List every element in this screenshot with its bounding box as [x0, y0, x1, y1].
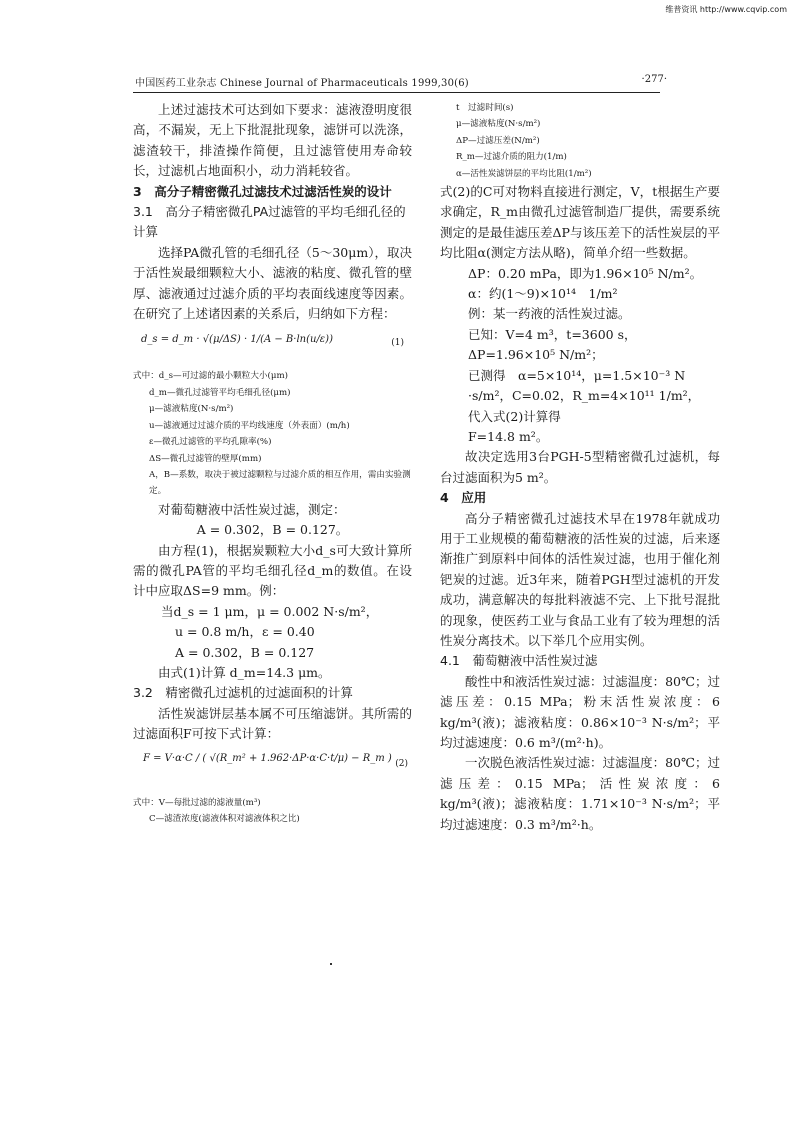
eq2-note: R_m—过滤介质的阻力(1/m)	[456, 152, 567, 163]
paragraph-3-1: 选择PA微孔管的毛细孔径（5～30μm），取决于活性炭最细颗粒大小、滤液的粘度、微孔管的壁厚、滤液通过过滤介质的平均表面线速度等因素。在研究了上述诸因素的关系后，归纳如下方程：	[133, 244, 412, 322]
running-header: 中国医药工业杂志 Chinese Journal of Pharmaceuticals 1999,30(6)	[135, 78, 469, 89]
example-intro: 例：某一药液的活性炭过滤。	[468, 306, 631, 322]
equation-2-number: (2)	[395, 758, 408, 769]
equation-2-formula: F = V·α·C / ( √(R_m² + 1.962·ΔP·α·C·t/μ) − R_m )	[143, 752, 392, 764]
substitute-line: 代入式(2)计算得	[468, 408, 561, 424]
page-number: ·277·	[641, 74, 667, 85]
eq1-note: 式中：d_s—可过滤的最小颗粒大小(μm)	[133, 371, 288, 382]
right-column	[440, 100, 720, 835]
dp-value: ΔP：0.20 mPa，即为1.96×10⁵ N/m²。	[468, 265, 703, 281]
example-line: u = 0.8 m/h，ε = 0.40	[175, 624, 315, 640]
eq1-note: A，B—系数，取决于被过滤颗粒与过滤介质的相互作用，需由实验测定。	[149, 469, 411, 497]
section-4-heading: 4 应用	[440, 490, 487, 506]
equation-2	[133, 745, 412, 795]
eq2-note: t 过滤时间(s)	[456, 103, 514, 113]
intro-paragraph: 上述过滤技术可达到如下要求：滤液澄明度很高，不漏炭，无上下批混批现象，滤饼可以洗涤，滤渣较干，排渣操作简便，且过滤管使用寿命较长，过滤机占地面积小，动力消耗较省。	[133, 102, 412, 179]
glucose-measure-paragraph: 对葡萄糖液中活性炭过滤，测定：	[158, 501, 346, 517]
example-result: 由式(1)计算 d_m=14.3 μm。	[158, 664, 331, 680]
left-column	[133, 100, 412, 827]
result-f: F=14.8 m²。	[468, 428, 549, 444]
ab-values: A = 0.302，B = 0.127。	[196, 522, 349, 538]
watermark: 维普资讯 http://www.cqvip.com	[665, 5, 787, 14]
paragraph-4-1-a: 酸性中和液活性炭过滤：过滤温度：80℃；过滤压差：0.15 MPa；粉末活性炭浓度：6 kg/m³(液)；滤液粘度：0.86×10⁻³ N·s/m²；平均过滤速度：0.6 m³/(m²·h)。	[440, 673, 720, 750]
measured-values: ·s/m²，C=0.02，R_m=4×10¹¹ 1/m²，	[468, 388, 701, 404]
header-rule	[133, 92, 660, 93]
equation-1	[133, 324, 412, 368]
alpha-value: α：约(1～9)×10¹⁴ 1/m²	[468, 286, 618, 302]
eq1-note: ΔS—微孔过滤管的壁厚(mm)	[149, 453, 262, 464]
eq1-note: u—滤液通过过滤介质的平均线速度（外表面）(m/h)	[149, 420, 350, 431]
eq1-note: ε—微孔过滤管的平均孔隙率(%)	[149, 437, 272, 448]
eq2-note: ΔP—过滤压差(N/m²)	[456, 135, 540, 146]
paragraph-4: 高分子精密微孔过滤技术早在1978年就成功用于工业规模的葡萄糖液的活性炭的过滤，后来逐渐推广到原料中间体的活性炭过滤，也用于催化剂钯炭的过滤。近3年来，随着PGH型过滤机的开发成功，满意解决的每批料液滤不完、上下批号混批的现象，使医药工业与食品工业有了较为理想的活性炭分离技术。以下举几个应用实例。	[440, 510, 720, 648]
eq2-note: μ—滤液粘度(N·s/m²)	[456, 119, 541, 130]
parameters-paragraph: 式(2)的C可对物料直接进行测定，V，t根据生产要求确定，R_m由微孔过滤管制造厂提供，需要系统测定的是最佳滤压差ΔP与该压差下的活性炭层的平均比阻α(测定方法从略)，简单介绍一些数据。	[440, 184, 720, 261]
known-dp: ΔP=1.96×10⁵ N/m²；	[468, 347, 604, 363]
paragraph-4-1-b: 一次脱色液活性炭过滤：过滤温度：80℃；过滤压差：0.15 MPa；活性炭浓度：6 kg/m³(液)；滤液粘度：1.71×10⁻³ N·s/m²；平均过滤速度：0.3 m³/m²·h。	[440, 755, 720, 832]
known-values: 已知：V=4 m³，t=3600 s，	[468, 326, 637, 342]
eq1-note: d_m—微孔过滤管平均毛细孔径(μm)	[149, 387, 291, 398]
section-4-1-heading: 4.1 葡萄糖液中活性炭过滤	[440, 653, 598, 669]
section-3-heading: 3 高分子精密微孔过滤技术过滤活性炭的设计	[133, 183, 392, 199]
example-line: A = 0.302，B = 0.127	[175, 644, 315, 660]
equation-1-formula: d_s = d_m · √(μ/ΔS) · 1/(A − B·ln(u/ε))	[141, 334, 333, 346]
equation-1-number: (1)	[391, 338, 404, 349]
eq2-note: α—活性炭滤饼层的平均比阻(1/m²)	[456, 168, 592, 179]
page-speck	[330, 963, 332, 965]
section-3-1-heading: 3.1 高分子精密微孔PA过滤管的平均毛细孔径的计算	[133, 204, 406, 240]
paragraph-3-2: 活性炭滤饼层基本属不可压缩滤饼。其所需的过滤面积F可按下式计算：	[133, 705, 412, 742]
eq2-note: C—滤渣浓度(滤液体积对滤液体积之比)	[149, 814, 300, 824]
example-line: 当d_s = 1 μm，μ = 0.002 N·s/m²，	[161, 603, 379, 619]
eq1-note: μ—滤液粘度(N·s/m²)	[149, 404, 234, 415]
eq2-note: 式中：V—每批过滤的滤液量(m³)	[133, 797, 261, 808]
measured-values: 已测得 α=5×10¹⁴，μ=1.5×10⁻³ N	[468, 367, 686, 383]
section-3-2-heading: 3.2 精密微孔过滤机的过滤面积的计算	[133, 685, 353, 701]
eq1-usage-paragraph: 由方程(1)，根据炭颗粒大小d_s可大致计算所需的微孔PA管的平均毛细孔径d_m的数值。在设计中应取ΔS=9 mm。例：	[133, 542, 412, 599]
decision-paragraph: 故决定选用3台PGH-5型精密微孔过滤机，每台过滤面积为5 m²。	[440, 449, 720, 485]
